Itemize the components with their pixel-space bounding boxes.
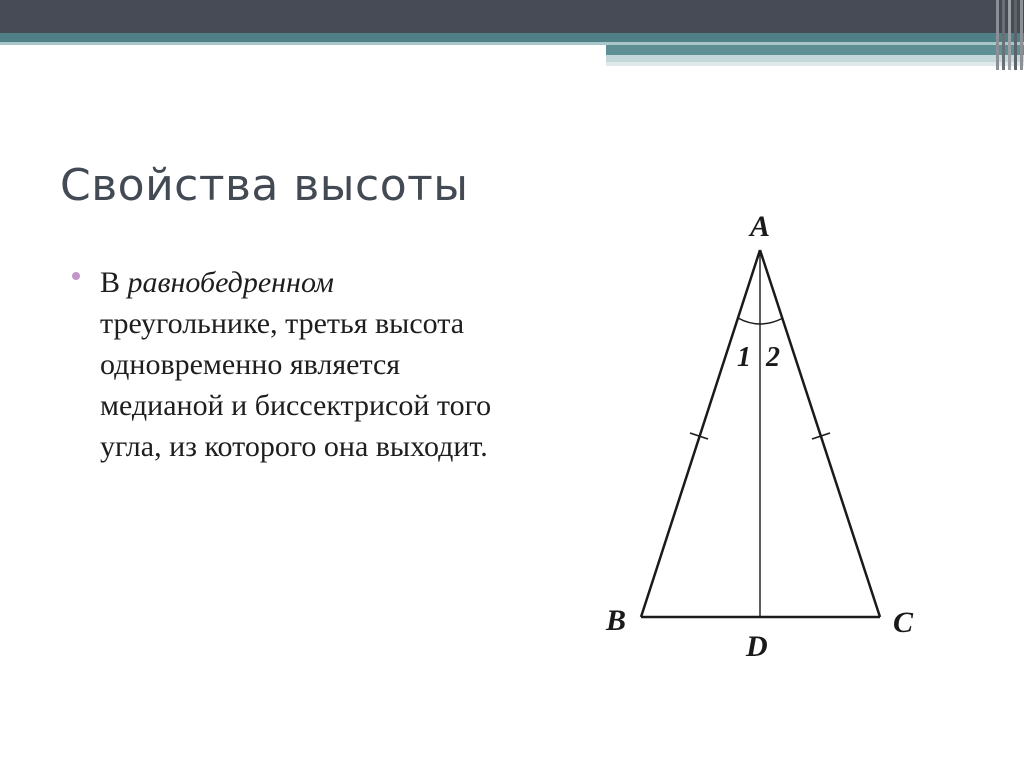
bullet-text: [100, 262, 500, 467]
bullet-dot: [72, 272, 80, 280]
label-vertex-a: A: [750, 210, 771, 243]
isosceles-triangle-figure: [590, 200, 930, 670]
label-point-d: D: [746, 630, 768, 663]
label-vertex-c: C: [893, 606, 914, 639]
bullet-text-italic: равнобедренном: [127, 266, 334, 299]
header-bar-dark: [0, 0, 1024, 33]
header-accent-strip: [606, 45, 1024, 55]
side-ab: [641, 250, 760, 617]
bullet-text-start: В: [100, 266, 128, 299]
header-accent-strip-light: [606, 55, 1024, 62]
header-accent-strip-pale: [606, 62, 1024, 66]
bullet-text-rest: треугольнике, третья высота одновременно является медианой и биссектрисой того угла, из которого она выходит.: [100, 307, 492, 463]
label-vertex-b: B: [606, 604, 627, 637]
slide-title: Свойства высоты: [60, 160, 469, 211]
header-edge-stripes: [994, 0, 1024, 70]
label-angle-1: 1: [737, 342, 751, 373]
header-bar-teal: [0, 33, 1024, 42]
label-angle-2: 2: [766, 342, 780, 373]
side-ac: [760, 250, 880, 617]
